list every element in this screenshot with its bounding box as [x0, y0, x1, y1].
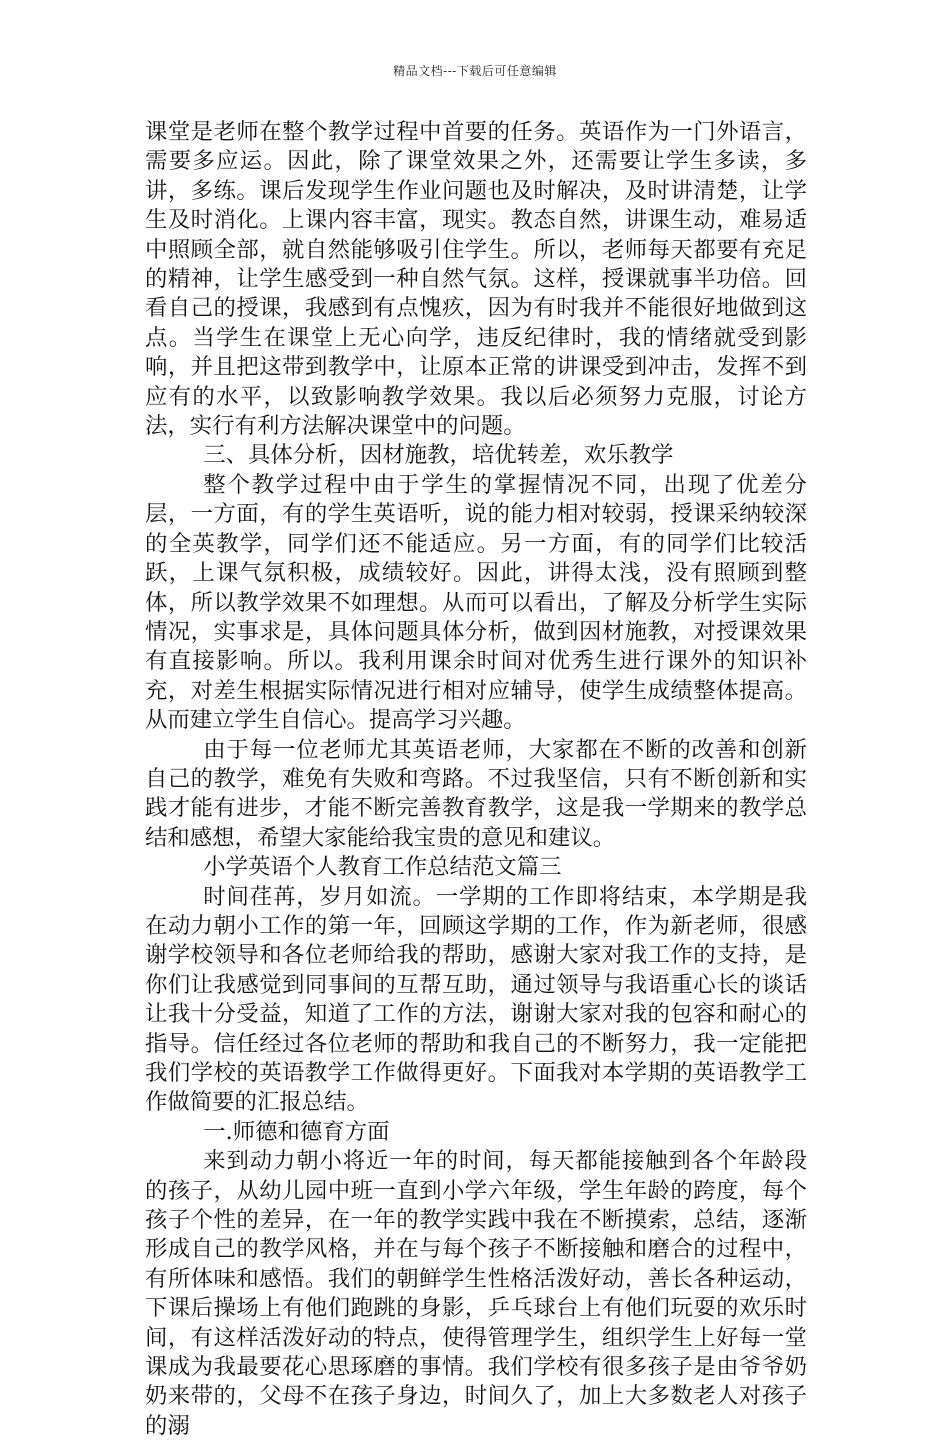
article-title-part-three: 小学英语个人教育工作总结范文篇三	[203, 854, 562, 881]
paragraph-classroom-teaching: 课堂是老师在整个教学过程中首要的任务。英语作为一门外语言，需要多应运。因此，除了课堂效果之外，还需要让学生多读，多讲，多练。课后发现学生作业问题也及时解决，及时讲清楚，让学生及时消化。上课内容丰富，现实。教态自然，讲课生动，难易适中照顾全部，就自然能够吸引住学生。所以，老师每天都要有充足的精神，让学生感受到一种自然气氛。这样，授课就事半功倍。回看自己的授课，我感到有点愧疚，因为有时我并不能很好地做到这点。当学生在课堂上无心向学，违反纪律时，我的情绪就受到影响，并且把这带到教学中，让原本正常的讲课受到冲击，发挥不到应有的水平，以致影响教学效果。我以后必须努力克服，讨论方法，实行有利方法解决课堂中的问题。	[145, 119, 807, 440]
section-heading-analysis: 三、具体分析，因材施教，培优转差，欢乐教学	[203, 442, 674, 469]
paragraph-ethics-body: 来到动力朝小将近一年的时间，每天都能接触到各个年龄段的孩子，从幼儿园中班一直到小学六年级，学生年龄的跨度，每个孩子个性的差异，在一年的教学实践中我在不断摸索，总结，逐渐形成自己的教学风格，并在与每个孩子不断接触和磨合的过程中，有所体味和感悟。我们的朝鲜学生性格活泼好动，善长各种运动，下课后操场上有他们跑跳的身影，乒乓球台上有他们玩耍的欢乐时间，有这样活泼好动的特点，使得管理学生，组织学生上好每一堂课成为我最要花心思琢磨的事情。我们学校有很多孩子是由爷爷奶奶来带的，父母不在孩子身边，时间久了，加上大多数老人对孩子的溺	[145, 1148, 807, 1439]
paragraph-semester-review: 时间荏苒，岁月如流。一学期的工作即将结束，本学期是我在动力朝小工作的第一年，回顾这学期的工作，作为新老师，很感谢学校领导和各位老师给我的帮助，感谢大家对我工作的支持，是你们让我感觉到同事间的互帮互助，通过领导与我语重心长的谈话让我十分受益，知道了工作的方法，谢谢大家对我的包容和耐心的指导。信任经过各位老师的帮助和我自己的不断努力，我一定能把我们学校的英语教学工作做得更好。下面我对本学期的英语教学工作做简要的汇报总结。	[145, 883, 807, 1116]
document-body	[145, 118, 807, 1441]
section-heading-ethics: 一.师德和德育方面	[203, 1118, 390, 1145]
paragraph-student-differences: 整个教学过程中由于学生的掌握情况不同，出现了优差分层，一方面，有的学生英语听，说的能力相对较弱，授课采纳较深的全英教学，同学们还不能适应。另一方面，有的同学们比较活跃，上课气氛积极，成绩较好。因此，讲得太浅，没有照顾到整体，所以教学效果不如理想。从而可以看出，了解及分析学生实际情况，实事求是，具体问题具体分析，做到因材施教，对授课效果有直接影响。所以。我利用课余时间对优秀生进行课外的知识补充，对差生根据实际情况进行相对应辅导，使学生成绩整体提高。从而建立学生自信心。提高学习兴趣。	[145, 471, 807, 734]
paragraph-innovation: 由于每一位老师尤其英语老师，大家都在不断的改善和创新自己的教学，难免有失败和弯路。不过我坚信，只有不断创新和实践才能有进步，才能不断完善教育教学，这是我一学期来的教学总结和感想，希望大家能给我宝贵的意见和建议。	[145, 736, 807, 851]
page-header: 精品文档---下载后可任意编辑	[393, 64, 557, 78]
